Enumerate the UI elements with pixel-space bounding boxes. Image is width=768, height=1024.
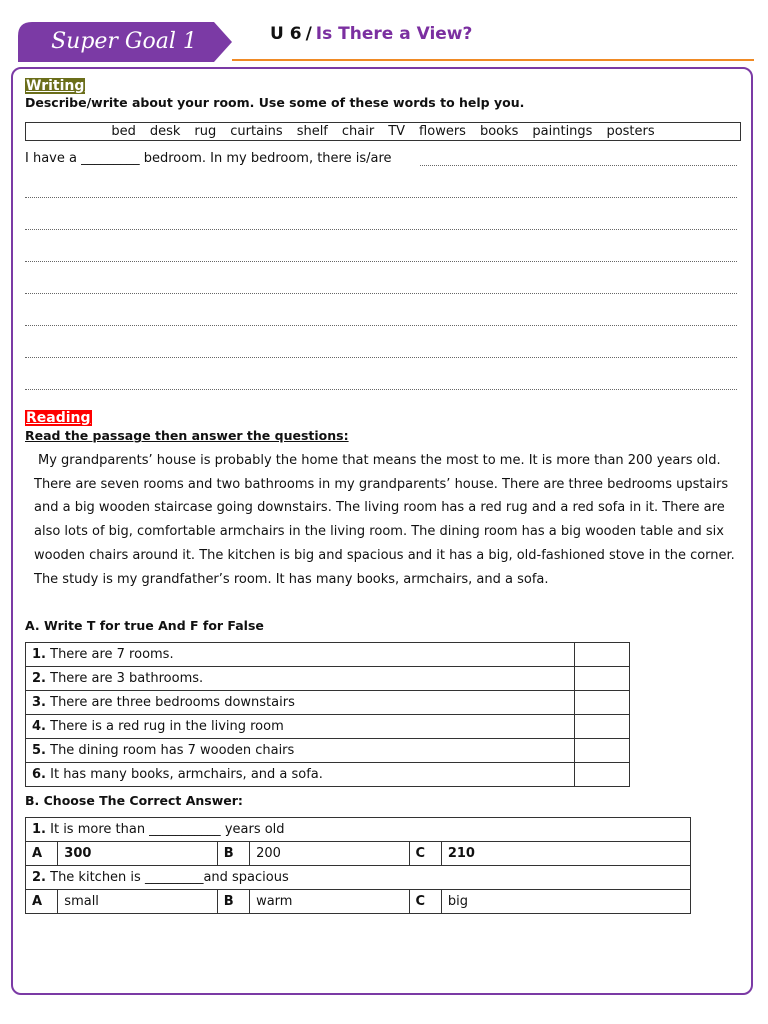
options-row [26,842,691,866]
word-bank-item: shelf [296,124,328,139]
question-text: The dining room has 7 wooden chairs [50,743,295,758]
question-text: It is more than ___________ years old [50,822,285,837]
question-cell [26,818,691,842]
unit-number: U 6 [270,24,302,44]
option-letter: B [217,890,249,914]
logo-text: Super Goal 1 [51,29,197,54]
reading-instruction: Read the passage then answer the questions: [25,428,349,443]
word-bank-item: flowers [419,124,466,139]
option-choice[interactable]: 300 [58,842,217,866]
option-choice[interactable]: 200 [250,842,409,866]
answer-cell[interactable] [575,715,630,739]
word-bank-item: books [479,124,519,139]
answer-cell[interactable] [575,763,630,787]
option-letter: A [26,842,58,866]
options-row [26,890,691,914]
option-choice[interactable]: big [441,890,690,914]
word-bank-item: posters [606,124,655,139]
option-letter: C [409,890,441,914]
word-bank-item: chair [341,124,375,139]
unit-name: Is There a View? [315,24,473,44]
question-number: 5. [32,743,46,758]
word-bank-item: bed [111,124,136,139]
option-letter: B [217,842,249,866]
writing-line[interactable] [25,260,737,262]
option-choice[interactable]: warm [250,890,409,914]
question-cell [26,866,691,890]
option-choice[interactable]: 210 [441,842,690,866]
table-row [26,739,630,763]
word-bank-item: rug [194,124,217,139]
writing-instruction: Describe/write about your room. Use some of these words to help you. [25,95,525,110]
table-row [26,667,630,691]
question-number: 2. [32,870,46,885]
super-goal-logo [18,22,238,62]
writing-line[interactable] [25,388,737,390]
writing-line[interactable] [420,164,737,166]
writing-line[interactable] [25,356,737,358]
table-row [26,866,691,890]
word-bank-item: desk [149,124,181,139]
title-separator: / [305,24,312,44]
answer-cell[interactable] [575,643,630,667]
true-false-table [25,642,630,787]
question-number: 3. [32,695,46,710]
option-letter: A [26,890,58,914]
question-cell [26,691,575,715]
question-cell [26,763,575,787]
question-text: There is a red rug in the living room [50,719,284,734]
table-row [26,763,630,787]
writing-line[interactable] [25,292,737,294]
writing-line[interactable] [25,196,737,198]
question-text: There are 3 bathrooms. [50,671,204,686]
section-a-title: A. Write T for true And F for False [25,618,264,633]
question-text: There are three bedrooms downstairs [50,695,295,710]
question-number: 4. [32,719,46,734]
multiple-choice-table [25,817,691,914]
table-row [26,715,630,739]
word-bank-item: paintings [532,124,593,139]
question-number: 1. [32,647,46,662]
question-number: 2. [32,671,46,686]
question-text: The kitchen is _________and spacious [50,870,289,885]
option-choice[interactable]: small [58,890,217,914]
word-bank-item: TV [388,124,406,139]
reading-passage: My grandparents’ house is probably the home that means the most to me. It is more than 200 years old. There are seven rooms and two bathrooms in my grandparents’ house. There are three bedrooms upstairs and a big wooden staircase going downstairs. The living room has a red rug and a red sofa in it. There are also lots of big, comfortable armchairs in the living room. The dining room has a big wooden table and six wooden chairs around it. The kitchen is big and spacious and it has a big, old-fashioned stove in the corner. The study is my grandfather’s room. It has many books, armchairs, and a sofa. [34,453,735,587]
answer-cell[interactable] [575,739,630,763]
writing-line[interactable] [25,324,737,326]
writing-starter: I have a _________ bedroom. In my bedroom, there is/are [25,151,392,166]
writing-line[interactable] [25,228,737,230]
question-text: There are 7 rooms. [50,647,174,662]
table-row [26,818,691,842]
header-underline [232,59,754,61]
table-row [26,643,630,667]
question-cell [26,667,575,691]
question-number: 1. [32,822,46,837]
question-cell [26,739,575,763]
answer-cell[interactable] [575,691,630,715]
question-cell [26,643,575,667]
answer-cell[interactable] [575,667,630,691]
option-letter: C [409,842,441,866]
question-cell [26,715,575,739]
unit-title [270,24,472,44]
section-b-title: B. Choose The Correct Answer: [25,793,243,808]
reading-label: Reading [26,410,91,426]
question-number: 6. [32,767,46,782]
question-text: It has many books, armchairs, and a sofa. [50,767,323,782]
writing-label: Writing [26,78,85,94]
table-row [26,691,630,715]
word-bank-item: curtains [230,124,283,139]
word-bank [25,122,741,141]
